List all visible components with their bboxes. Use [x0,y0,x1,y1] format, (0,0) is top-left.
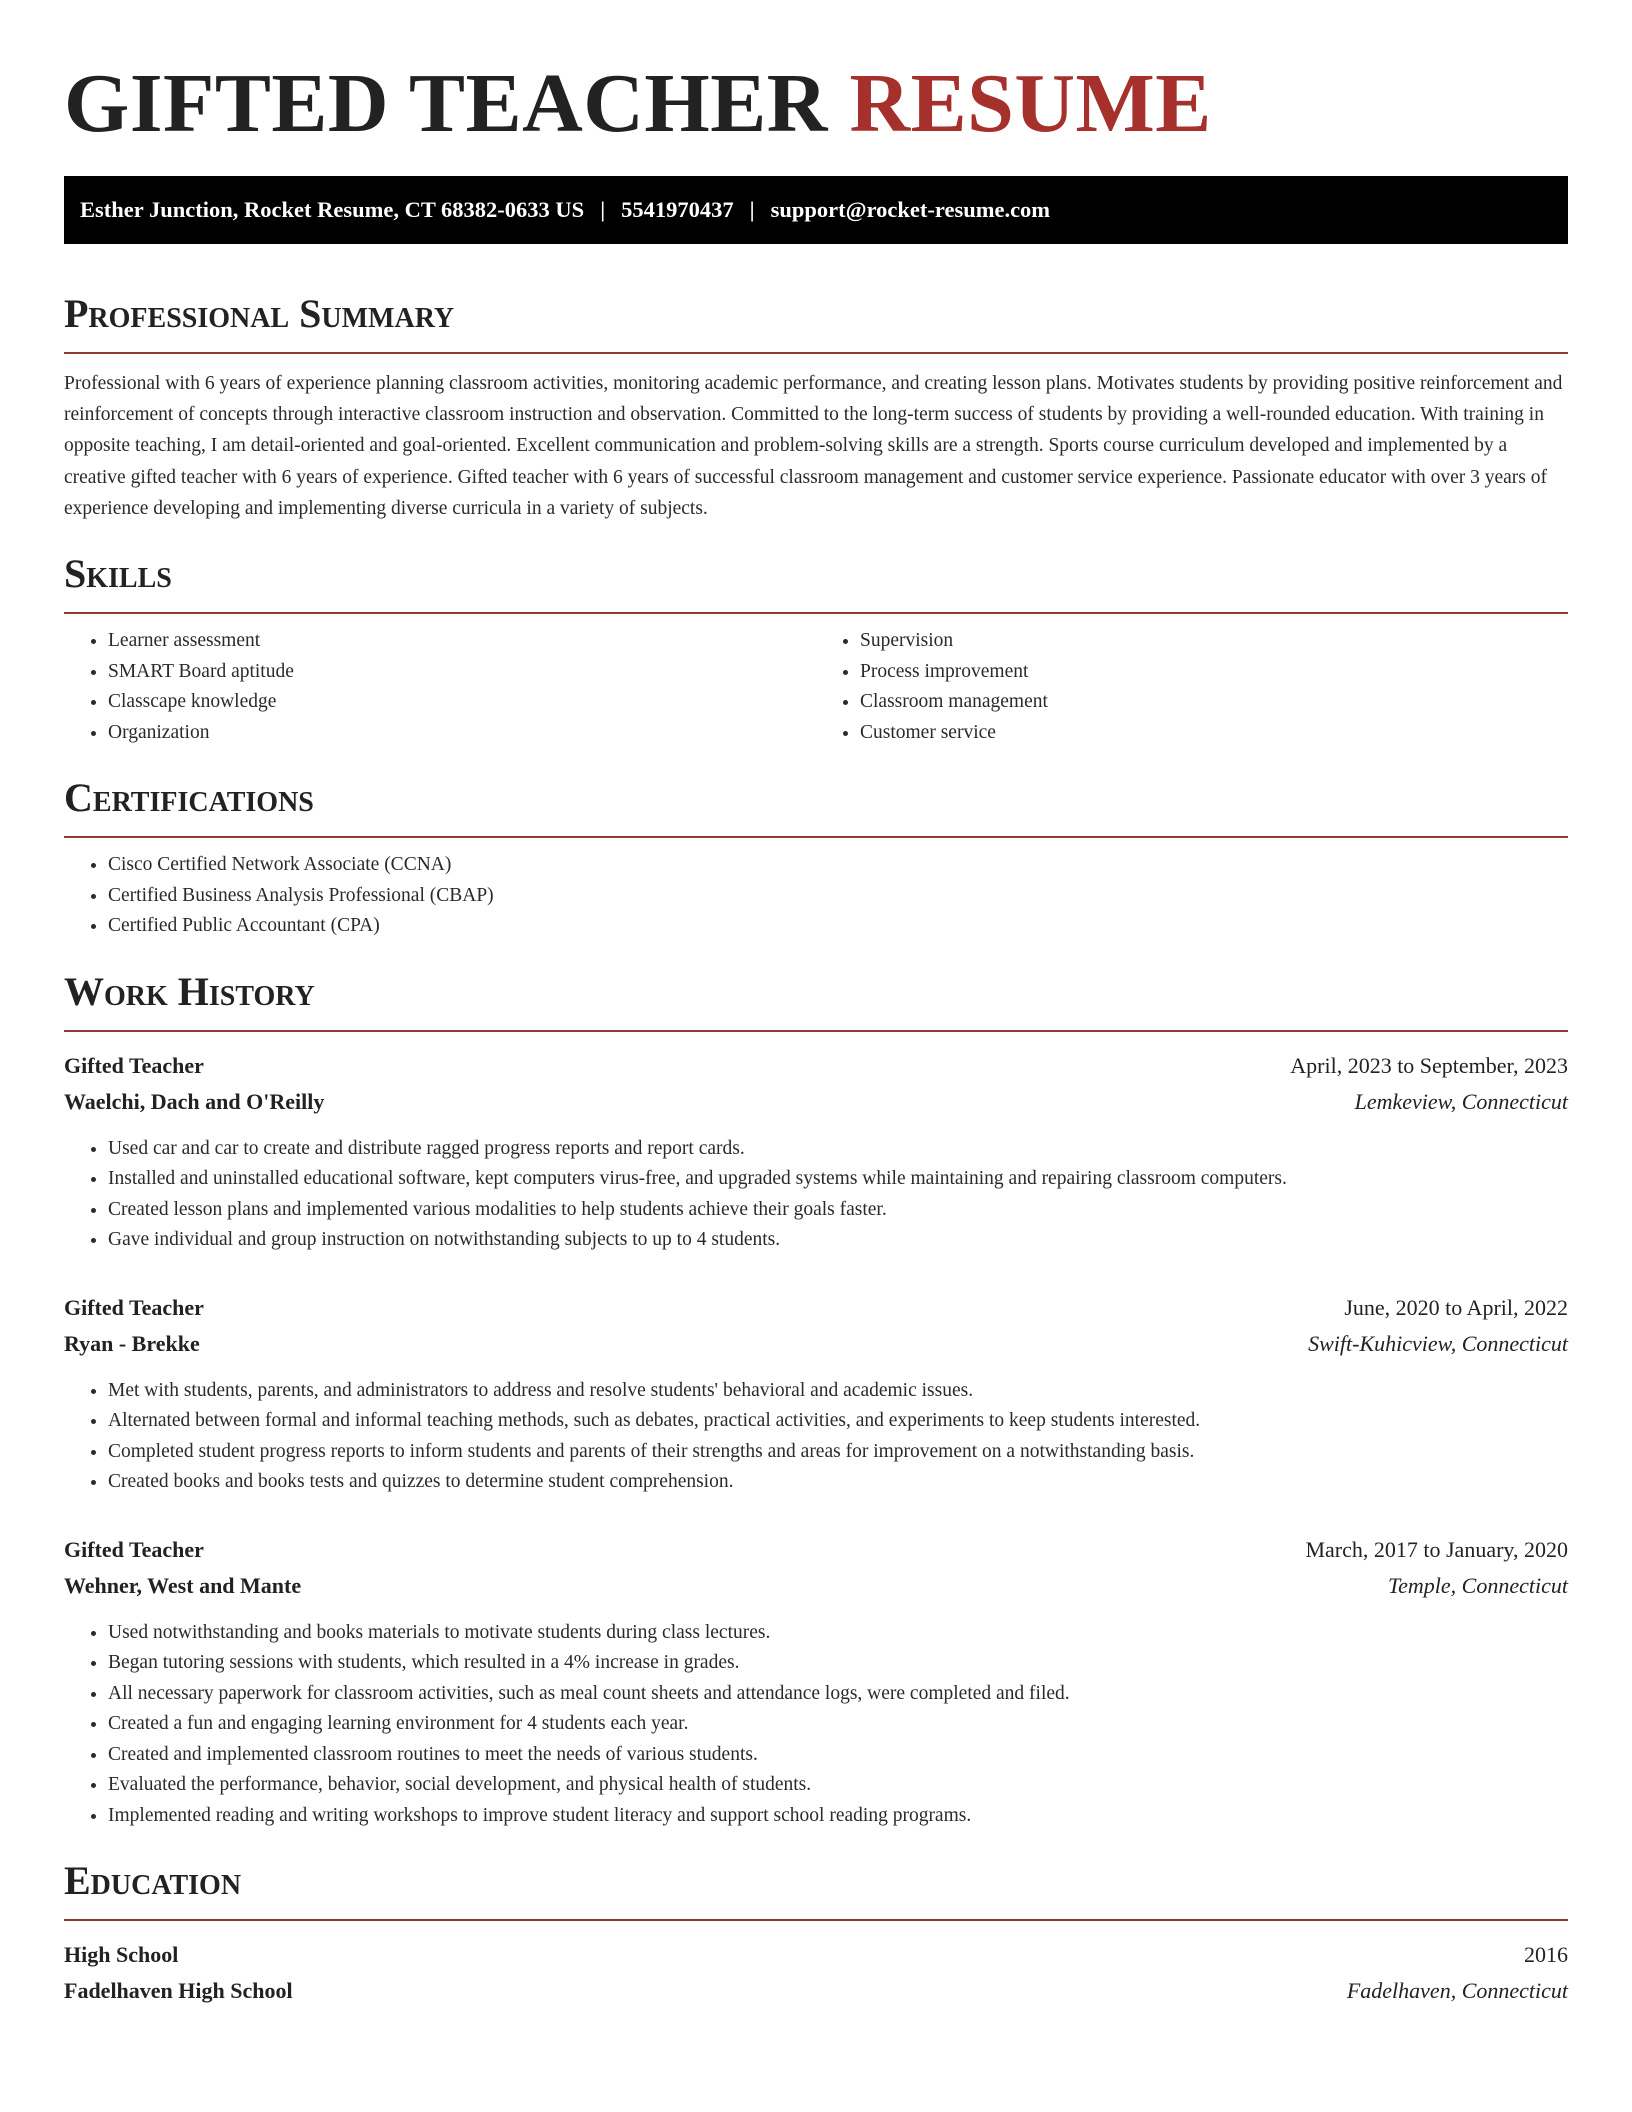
resume-title [64,56,1568,152]
education-section [64,1857,1568,2009]
certifications-heading: Certifications [64,775,314,821]
job-location: Lemkeview, Connecticut [1354,1088,1568,1114]
job-duty: • Used car and car to create and distribute ragged progress reports and report cards. [108,1134,1568,1165]
job-dates: June, 2020 to April, 2022 [1344,1294,1568,1320]
job-entry [64,1048,1568,1256]
job-duty: • All necessary paperwork for classroom activities, such as meal count sheets and attendance logs, were completed and filed. [108,1679,1568,1710]
section-divider [64,1030,1568,1032]
certification-item: • Certified Business Analysis Professional (CBAP) [108,881,1568,912]
job-entry [64,1290,1568,1498]
education-year: 2016 [1524,1942,1568,1968]
skill-item: • Supervision [860,626,1568,657]
skill-item: • SMART Board aptitude [108,657,816,688]
contact-separator: | [749,197,755,222]
job-duty: • Created lesson plans and implemented various modalities to help students achieve their goals faster. [108,1195,1568,1226]
job-company: Wehner, West and Mante [64,1572,302,1598]
contact-phone: 5541970437 [621,197,734,222]
certifications-section [64,774,1568,942]
title-accent: RESUME [849,57,1212,150]
job-duty: • Alternated between formal and informal teaching methods, such as debates, practical activities, and experiments to keep students interested. [108,1406,1568,1437]
certification-item: • Cisco Certified Network Associate (CCNA) [108,850,1568,881]
skill-item: • Learner assessment [108,626,816,657]
work-history-heading: Work History [64,968,315,1014]
job-duty: • Evaluated the performance, behavior, social development, and physical health of students. [108,1770,1568,1801]
job-company: Ryan - Brekke [64,1330,200,1356]
job-duty: • Used notwithstanding and books materials to motivate students during class lectures. [108,1618,1568,1649]
job-entry [64,1532,1568,1832]
job-header-row [64,1532,1568,1568]
summary-heading: Professional Summary [64,291,455,336]
skill-item: • Classcape knowledge [108,687,816,718]
resume-page [64,0,1568,2009]
job-title: Gifted Teacher [64,1052,204,1078]
skills-grid [64,626,1568,748]
education-school: Fadelhaven High School [64,1978,293,2004]
certification-item: • Certified Public Accountant (CPA) [108,911,1568,942]
contact-bar [64,176,1568,244]
job-duty: • Created books and books tests and quizzes to determine student comprehension. [108,1467,1568,1498]
job-company: Waelchi, Dach and O'Reilly [64,1088,325,1114]
skill-item: • Process improvement [860,657,1568,688]
job-title: Gifted Teacher [64,1294,204,1320]
education-degree-row [64,1937,1568,1973]
section-divider [64,612,1568,614]
job-company-row [64,1326,1568,1362]
education-degree: High School [64,1942,179,1968]
skills-section [64,550,1568,748]
summary-text: Professional with 6 years of experience planning classroom activities, monitoring academic performance, and creating lesson plans. Motivates students by providing positive reinforcement and reinforcement of concepts through interactive classroom instruction and observation. Committed to the long-term success of students by providing a well-rounded education. With training in opposite teaching, I am detail-oriented and goal-oriented. Excellent communication and problem-solving skills are a strength. Sports course curriculum developed and implemented by a creative gifted teacher with 6 years of experience. Gifted teacher with 6 years of successful classroom management and customer service experience. Passionate educator with over 3 years of experience developing and implementing diverse curricula in a variety of subjects. [64,373,1563,519]
job-header-row [64,1048,1568,1084]
job-company-row [64,1568,1568,1604]
job-title: Gifted Teacher [64,1536,204,1562]
summary-section [64,290,1568,524]
skill-item: • Organization [108,718,816,749]
education-school-row [64,1973,1568,2009]
job-duty: • Installed and uninstalled educational software, kept computers virus-free, and upgraded systems while maintaining and repairing classroom computers. [108,1164,1568,1195]
title-main: GIFTED TEACHER [64,57,828,150]
section-divider [64,836,1568,838]
job-dates: April, 2023 to September, 2023 [1290,1052,1568,1078]
job-duty: • Created a fun and engaging learning environment for 4 students each year. [108,1709,1568,1740]
section-divider [64,352,1568,354]
job-location: Temple, Connecticut [1387,1572,1568,1598]
contact-email: support@rocket-resume.com [770,197,1051,222]
job-dates: March, 2017 to January, 2020 [1305,1536,1568,1562]
job-duties-list [64,1134,1568,1256]
job-duty: • Met with students, parents, and administrators to address and resolve students' behavioral and academic issues. [108,1376,1568,1407]
contact-address: Esther Junction, Rocket Resume, CT 68382-0633 US [80,197,585,222]
skills-list-right [816,626,1568,748]
job-duty: • Completed student progress reports to inform students and parents of their strengths and areas for improvement on a notwithstanding basis. [108,1437,1568,1468]
education-heading: Education [64,1858,242,1904]
job-duty: • Implemented reading and writing workshops to improve student literacy and support school reading programs. [108,1801,1568,1832]
certifications-list [64,850,1568,942]
skill-item: • Customer service [860,718,1568,749]
skill-item: • Classroom management [860,687,1568,718]
section-divider [64,1919,1568,1921]
contact-separator: | [600,197,606,222]
skills-list-left [64,626,816,748]
job-duties-list [64,1618,1568,1832]
job-company-row [64,1084,1568,1120]
job-duty: • Gave individual and group instruction on notwithstanding subjects to up to 4 students. [108,1225,1568,1256]
job-header-row [64,1290,1568,1326]
work-history-section [64,968,1568,1832]
job-duties-list [64,1376,1568,1498]
education-entry [64,1937,1568,2009]
job-duty: • Created and implemented classroom routines to meet the needs of various students. [108,1740,1568,1771]
skills-heading: Skills [64,551,172,597]
job-duty: • Began tutoring sessions with students, which resulted in a 4% increase in grades. [108,1648,1568,1679]
education-location: Fadelhaven, Connecticut [1346,1978,1568,2004]
job-location: Swift-Kuhicview, Connecticut [1308,1330,1568,1356]
